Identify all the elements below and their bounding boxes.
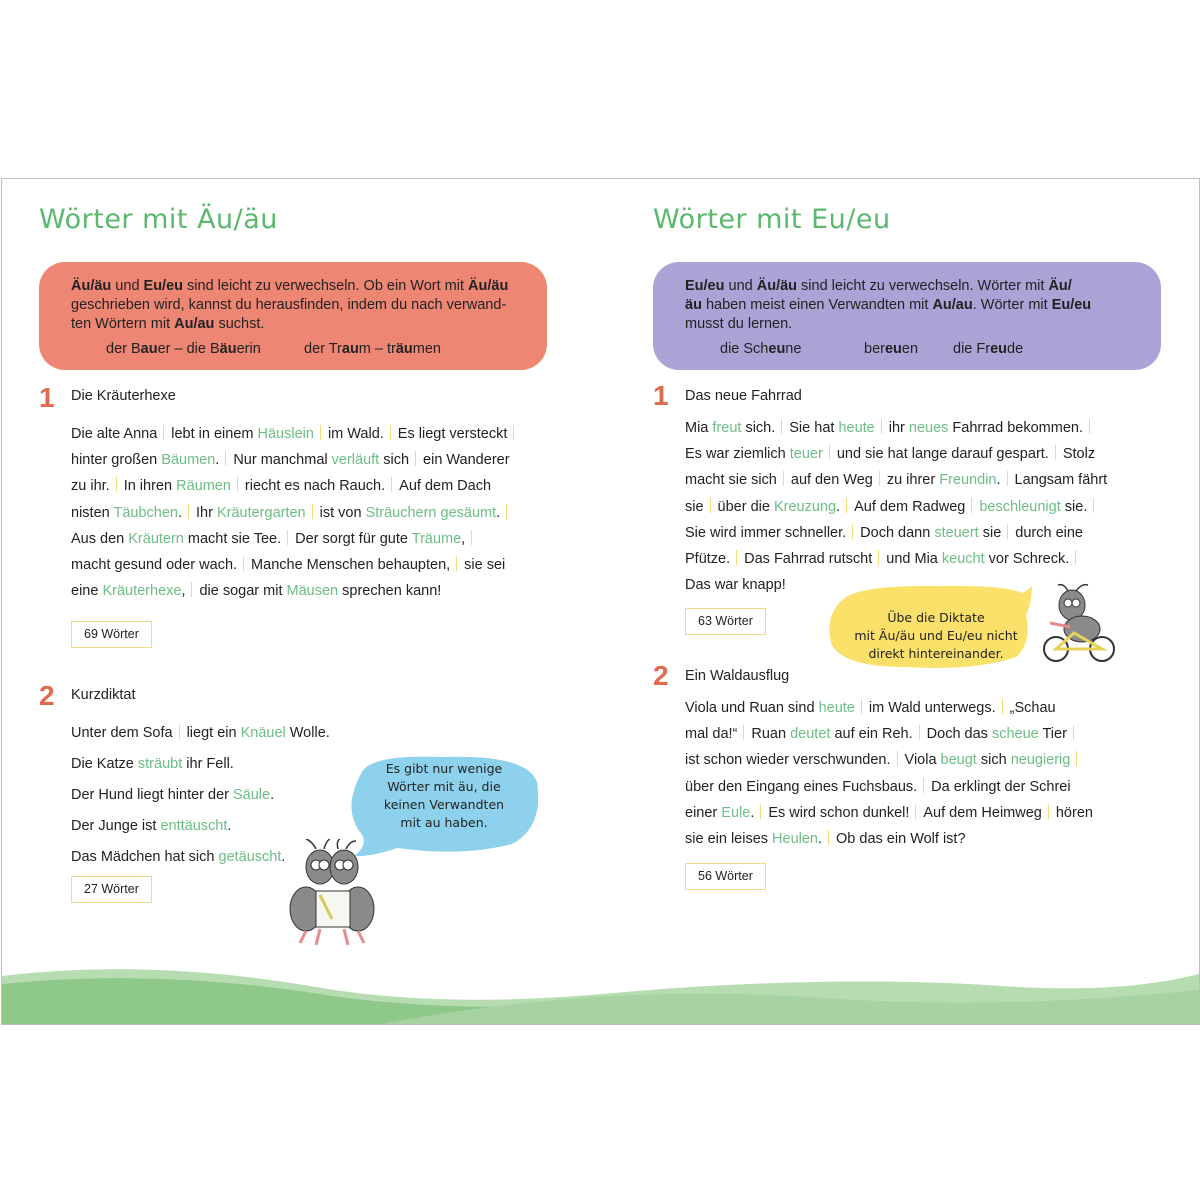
text-segment: suchst. xyxy=(214,316,265,332)
text-line xyxy=(685,441,1107,467)
text-segment: Doch dann xyxy=(860,524,935,541)
bold-segment: äu xyxy=(685,297,702,313)
pause-separator xyxy=(188,504,189,519)
highlighted-word: heute xyxy=(818,700,855,716)
text-line xyxy=(71,780,330,811)
bubble-text xyxy=(368,760,520,832)
bubble-line: keinen Verwandten xyxy=(383,797,505,812)
text-segment: zu ihr. xyxy=(71,478,110,495)
text-segment: ist schon wieder verschwunden. xyxy=(685,752,891,769)
pause-separator xyxy=(743,725,744,740)
intro-example xyxy=(720,340,801,359)
bubble-line: mit Äu/äu und Eu/eu nicht xyxy=(854,628,1018,643)
bold-segment: Äu/äu xyxy=(71,278,112,294)
text-segment: die Sch xyxy=(720,341,769,357)
highlighted-word: scheue xyxy=(991,726,1039,743)
pause-separator xyxy=(237,477,238,492)
text-segment: die sogar mit xyxy=(199,583,287,600)
text-line xyxy=(71,552,521,578)
intro-line xyxy=(685,277,1072,296)
text-segment: die Fr xyxy=(953,341,991,357)
text-segment: Die Katze xyxy=(71,756,138,772)
word-count-badge: 63 Wörter xyxy=(685,608,766,635)
text-segment: sprechen kann! xyxy=(338,583,442,600)
pause-separator xyxy=(225,451,226,466)
bold-segment: eu xyxy=(768,341,786,357)
text-segment: In ihren xyxy=(123,478,177,495)
text-segment: Manche Menschen behaupten, xyxy=(251,556,451,573)
highlighted-word: Mäusen xyxy=(286,583,339,600)
text-segment: Nur manchmal xyxy=(233,452,332,469)
book-spread xyxy=(1,178,1200,1025)
pause-separator xyxy=(1007,471,1008,486)
bubble-line: Es gibt nur wenige xyxy=(385,761,503,776)
text-segment: riecht es nach Rauch. xyxy=(244,478,386,495)
text-segment: , xyxy=(461,530,466,547)
text-segment: einer xyxy=(685,804,722,821)
exercise-heading: Die Kräuterhexe xyxy=(71,388,176,404)
pause-separator xyxy=(1048,804,1049,819)
text-segment: Doch das xyxy=(926,726,992,743)
highlighted-word: Säule xyxy=(233,787,271,803)
pause-separator xyxy=(861,699,862,714)
text-segment: nisten xyxy=(71,504,114,521)
highlighted-word: Freundin xyxy=(939,472,997,489)
bold-segment: au xyxy=(140,341,158,357)
word-count-badge: 27 Wörter xyxy=(71,876,152,903)
text-segment: Auf dem Dach xyxy=(399,478,492,495)
pause-separator xyxy=(1089,419,1090,434)
pause-separator xyxy=(1075,550,1076,565)
highlighted-word: Eule xyxy=(721,804,751,821)
text-segment: . xyxy=(836,498,841,515)
pause-separator xyxy=(971,498,972,513)
exercise-number: 1 xyxy=(39,382,55,413)
text-segment: Es war ziemlich xyxy=(685,446,790,463)
text-segment: ihr Fell. xyxy=(182,756,234,772)
text-line xyxy=(71,500,521,526)
text-segment: ihr xyxy=(888,420,909,436)
text-segment: . xyxy=(996,472,1001,489)
highlighted-word: Räumen xyxy=(176,478,231,495)
text-segment: en xyxy=(901,341,919,357)
right-page xyxy=(600,179,1199,1024)
word-count-badge: 56 Wörter xyxy=(685,863,766,890)
bold-segment: eu xyxy=(990,341,1007,357)
text-segment: . xyxy=(496,504,501,521)
text-segment: der Tr xyxy=(304,341,342,357)
highlighted-word: steuert xyxy=(934,524,979,541)
text-line xyxy=(71,473,521,499)
pause-separator xyxy=(1076,751,1077,766)
text-segment: über den Eingang eines Fuchsbaus. xyxy=(685,778,918,795)
text-line xyxy=(685,826,1093,852)
bold-segment: Äu/äu xyxy=(468,278,509,294)
text-segment: Der sorgt für gute xyxy=(295,530,412,547)
text-segment: Ob das ein Wolf ist? xyxy=(836,830,966,847)
intro-example xyxy=(304,340,441,359)
pause-separator xyxy=(191,582,192,597)
left-intro-box xyxy=(39,262,547,370)
pause-separator xyxy=(1073,725,1074,740)
text-segment: durch eine xyxy=(1015,524,1083,541)
text-segment: macht gesund oder wach. xyxy=(71,556,238,573)
bold-segment: Äu/äu xyxy=(756,278,798,294)
text-segment: de xyxy=(1007,341,1024,357)
highlighted-word: beschleunigt xyxy=(979,498,1061,515)
text-segment: ein Wanderer xyxy=(423,452,510,469)
pause-separator xyxy=(506,504,507,519)
pause-separator xyxy=(513,425,514,440)
bold-segment: Eu/eu xyxy=(143,278,184,294)
pause-separator xyxy=(915,804,916,819)
text-segment: und Mia xyxy=(886,550,942,567)
exercise-number: 2 xyxy=(653,660,669,691)
text-segment: im Wald. xyxy=(327,426,384,442)
bubble-line: mit au haben. xyxy=(400,815,488,830)
pause-separator xyxy=(471,530,472,545)
pause-separator xyxy=(879,471,880,486)
text-segment: , xyxy=(181,583,186,600)
text-segment: sie ein leises xyxy=(685,830,773,847)
text-segment: hinter großen xyxy=(71,452,162,469)
pause-separator xyxy=(760,804,761,819)
text-segment: Es liegt versteckt xyxy=(397,426,508,442)
left-page xyxy=(2,179,600,1024)
text-segment: Stolz xyxy=(1062,446,1096,463)
text-segment: Da erklingt der Schrei xyxy=(931,778,1071,795)
text-segment: Mia xyxy=(685,420,713,436)
text-segment: Auf dem Radweg xyxy=(854,498,966,515)
pause-separator xyxy=(179,724,180,739)
highlighted-word: deutet xyxy=(790,726,831,743)
text-segment: sind leicht zu verwechseln. Wörter mit xyxy=(797,278,1049,294)
text-segment: und xyxy=(111,278,144,294)
text-segment: musst du lernen. xyxy=(685,316,793,332)
dictation-text xyxy=(685,415,1107,598)
text-line xyxy=(71,447,521,473)
intro-line xyxy=(685,296,1091,315)
bubble-line: Übe die Diktate xyxy=(887,610,985,625)
highlighted-word: Kräutergarten xyxy=(216,504,306,521)
bold-segment: Eu/eu xyxy=(1051,297,1092,313)
word-count-badge: 69 Wörter xyxy=(71,621,152,648)
text-segment: Sie wird immer schneller. xyxy=(685,524,847,541)
text-segment: und xyxy=(724,278,757,294)
exercise-heading: Ein Waldausflug xyxy=(685,668,790,684)
pause-separator xyxy=(243,556,244,571)
right-intro-box xyxy=(653,262,1161,370)
text-segment: Auf dem Heimweg xyxy=(923,804,1042,821)
text-line xyxy=(685,800,1093,826)
pause-separator xyxy=(390,425,391,440)
text-segment: vor Schreck. xyxy=(984,550,1070,567)
pause-separator xyxy=(828,830,829,845)
text-segment: auf ein Reh. xyxy=(830,726,913,743)
highlighted-word: Träume xyxy=(411,530,462,547)
text-segment: im Wald unterwegs. xyxy=(868,700,996,716)
pause-separator xyxy=(116,477,117,492)
pause-separator xyxy=(710,498,711,513)
text-line xyxy=(685,747,1093,773)
highlighted-word: Bäumen xyxy=(161,452,216,469)
pause-separator xyxy=(923,778,924,793)
pause-separator xyxy=(312,504,313,519)
pause-separator xyxy=(829,445,830,460)
green-hills-decoration xyxy=(2,964,1199,1024)
text-line xyxy=(71,421,521,447)
text-line xyxy=(71,749,330,780)
text-segment: Das war knapp! xyxy=(685,577,786,594)
intro-line xyxy=(685,315,792,334)
highlighted-word: neugierig xyxy=(1010,752,1071,769)
text-segment: Aus den xyxy=(71,530,129,547)
text-line xyxy=(71,718,330,749)
pause-separator xyxy=(783,471,784,486)
text-line xyxy=(685,546,1107,572)
pause-separator xyxy=(852,524,853,539)
text-segment: auf den Weg xyxy=(790,472,873,489)
text-segment: „Schau xyxy=(1009,700,1056,716)
text-segment: ne xyxy=(785,341,802,357)
highlighted-word: neues xyxy=(908,420,949,436)
highlighted-word: Kreuzung xyxy=(773,498,837,515)
ant-bicycle-illustration xyxy=(1040,583,1120,668)
pause-separator xyxy=(1093,498,1094,513)
ants-illustration xyxy=(286,839,376,951)
text-segment: und sie hat lange darauf gespart. xyxy=(836,446,1049,463)
text-segment: lebt in einem xyxy=(171,426,258,442)
left-page-title: Wörter mit Äu/äu xyxy=(39,204,278,235)
highlighted-word: Häuslein xyxy=(257,426,314,442)
pause-separator xyxy=(897,751,898,766)
text-segment: Der Junge ist xyxy=(71,818,161,834)
text-segment: sie xyxy=(978,524,1002,541)
pause-separator xyxy=(919,725,920,740)
text-line xyxy=(685,494,1107,520)
text-line xyxy=(685,467,1107,493)
text-segment: Langsam fährt xyxy=(1014,472,1108,489)
text-segment: Das Mädchen hat sich xyxy=(71,849,219,865)
exercise-heading: Das neue Fahrrad xyxy=(685,388,802,404)
pause-separator xyxy=(881,419,882,434)
text-segment: Das Fahrrad rutscht xyxy=(744,550,873,567)
pause-separator xyxy=(781,419,782,434)
text-line xyxy=(685,520,1107,546)
bold-segment: Äu/ xyxy=(1048,278,1072,294)
bold-segment: Au/au xyxy=(932,297,973,313)
text-segment: Fahrrad bekommen. xyxy=(948,420,1083,436)
text-segment: Die alte Anna xyxy=(71,426,158,442)
intro-example xyxy=(106,340,261,359)
text-segment: sich xyxy=(379,452,410,469)
text-segment: über die xyxy=(717,498,774,515)
text-segment: ten Wörtern mit xyxy=(71,316,175,332)
text-segment: . xyxy=(177,504,182,521)
intro-line xyxy=(71,296,506,315)
exercise-heading: Kurzdiktat xyxy=(71,687,136,703)
text-segment: . xyxy=(281,849,286,865)
exercise-number: 1 xyxy=(653,380,669,411)
bold-segment: eu xyxy=(884,341,902,357)
highlighted-word: Kräutern xyxy=(128,530,184,547)
text-line xyxy=(685,774,1093,800)
text-segment: Viola xyxy=(904,752,941,769)
highlighted-word: teuer xyxy=(789,446,823,463)
text-segment: der B xyxy=(106,341,141,357)
pause-separator xyxy=(846,498,847,513)
highlighted-word: keucht xyxy=(941,550,985,567)
text-segment: sie sei xyxy=(464,556,506,573)
text-segment: haben meist einen Verwandten mit xyxy=(701,297,933,313)
pause-separator xyxy=(320,425,321,440)
bold-segment: au xyxy=(341,341,359,357)
pause-separator xyxy=(415,451,416,466)
highlighted-word: Knäuel xyxy=(240,725,286,741)
text-segment: er – die B xyxy=(157,341,220,357)
highlighted-word: beugt xyxy=(940,752,977,769)
text-segment: Unter dem Sofa xyxy=(71,725,173,741)
pause-separator xyxy=(1055,445,1056,460)
pause-separator xyxy=(287,530,288,545)
highlighted-word: Täubchen xyxy=(113,504,178,521)
intro-example xyxy=(864,340,918,359)
pause-separator xyxy=(456,556,457,571)
text-segment: sich. xyxy=(741,420,776,436)
highlighted-word: enttäuscht xyxy=(160,818,228,834)
intro-line xyxy=(71,315,264,334)
text-segment: eine xyxy=(71,583,103,600)
highlighted-word: sträubt xyxy=(137,756,183,772)
text-segment: . xyxy=(227,818,232,834)
text-segment: Ihr xyxy=(196,504,217,521)
text-segment: erin xyxy=(236,341,261,357)
text-segment: Es wird schon dunkel! xyxy=(768,804,910,821)
text-segment: Ruan xyxy=(751,726,791,743)
text-segment: m – tr xyxy=(358,341,396,357)
text-segment: sich xyxy=(976,752,1011,769)
text-segment: hören xyxy=(1055,804,1093,821)
text-segment: . xyxy=(750,804,755,821)
pause-separator xyxy=(163,425,164,440)
text-segment: mal da!“ xyxy=(685,726,738,743)
text-segment: geschrieben wird, kannst du herausfinden, indem du nach verwand- xyxy=(71,297,507,313)
highlighted-word: freut xyxy=(712,420,742,436)
highlighted-word: heute xyxy=(838,420,875,436)
text-line xyxy=(71,578,521,604)
bold-segment: Au/au xyxy=(174,316,215,332)
text-segment: Tier xyxy=(1038,726,1067,743)
text-segment: Pfütze. xyxy=(685,550,731,567)
highlighted-word: Sträuchern gesäumt xyxy=(365,504,497,521)
pause-separator xyxy=(736,550,737,565)
text-segment: . xyxy=(818,830,823,847)
highlighted-word: getäuscht xyxy=(218,849,282,865)
text-segment: ber xyxy=(864,341,885,357)
bubble-line: Wörter mit äu, die xyxy=(387,779,501,794)
text-segment: . xyxy=(215,452,220,469)
text-segment: macht sie Tee. xyxy=(183,530,282,547)
bubble-line: direkt hintereinander. xyxy=(868,646,1004,661)
text-line xyxy=(685,415,1107,441)
text-segment: macht sie sich xyxy=(685,472,777,489)
right-page-title: Wörter mit Eu/eu xyxy=(653,204,891,235)
text-segment: . Wörter mit xyxy=(972,297,1052,313)
pause-separator xyxy=(878,550,879,565)
dictation-text xyxy=(71,421,521,604)
text-segment: Der Hund liegt hinter der xyxy=(71,787,233,803)
text-segment: Viola und Ruan sind xyxy=(685,700,819,716)
exercise-number: 2 xyxy=(39,680,55,711)
dictation-text xyxy=(685,695,1093,852)
text-segment: sind leicht zu verwechseln. Ob ein Wort mit xyxy=(183,278,469,294)
pause-separator xyxy=(391,477,392,492)
text-segment: men xyxy=(412,341,441,357)
highlighted-word: Heulen xyxy=(772,830,818,847)
text-segment: zu ihrer xyxy=(886,472,940,489)
text-segment: . xyxy=(270,787,275,803)
pause-separator xyxy=(1002,699,1003,714)
text-segment: sie xyxy=(685,498,704,515)
text-line xyxy=(71,811,330,842)
text-segment: Sie hat xyxy=(789,420,839,436)
bold-segment: Eu/eu xyxy=(685,278,725,294)
bold-segment: äu xyxy=(395,341,413,357)
intro-example xyxy=(953,340,1023,359)
bubble-text xyxy=(846,609,1026,663)
intro-line xyxy=(71,277,508,296)
text-line xyxy=(71,526,521,552)
text-line xyxy=(685,695,1093,721)
text-segment: ist von xyxy=(319,504,366,521)
text-segment: liegt ein xyxy=(186,725,241,741)
text-segment: Wolle. xyxy=(285,725,330,741)
text-segment: sie. xyxy=(1060,498,1088,515)
text-line xyxy=(685,721,1093,747)
highlighted-word: Kräuterhexe xyxy=(102,583,182,600)
highlighted-word: verläuft xyxy=(331,452,380,469)
pause-separator xyxy=(1007,524,1008,539)
bold-segment: äu xyxy=(219,341,237,357)
